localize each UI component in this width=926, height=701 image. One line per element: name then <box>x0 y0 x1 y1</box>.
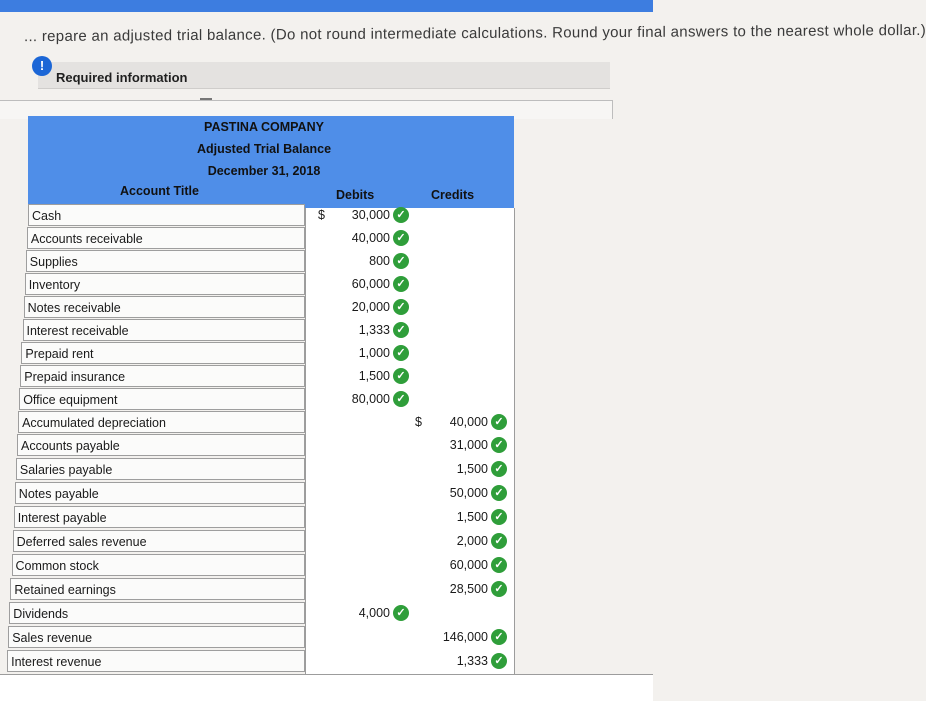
account-cell[interactable]: Cash <box>28 204 305 226</box>
account-cell[interactable]: Interest revenue <box>7 650 305 672</box>
debit-value[interactable]: 800 <box>369 254 390 268</box>
trial-balance-table <box>0 116 514 700</box>
account-cell[interactable]: Prepaid insurance <box>20 365 305 387</box>
bottom-edge <box>0 674 653 701</box>
credit-value[interactable]: 28,500 <box>449 582 488 596</box>
check-icon: ✓ <box>393 230 409 246</box>
account-cell[interactable]: Accounts receivable <box>27 227 305 249</box>
check-icon: ✓ <box>491 414 507 430</box>
currency-symbol: $ <box>318 208 325 222</box>
account-cell[interactable]: Notes payable <box>15 482 305 504</box>
account-cell[interactable]: Interest receivable <box>23 319 306 341</box>
check-icon: ✓ <box>393 276 409 292</box>
debit-value[interactable]: 4,000 <box>358 606 390 620</box>
debit-value[interactable]: 40,000 <box>351 231 390 245</box>
credit-value[interactable]: 40,000 <box>449 415 488 429</box>
statement-title: Adjusted Trial Balance <box>196 142 332 156</box>
table-row <box>0 530 514 553</box>
check-icon: ✓ <box>393 368 409 384</box>
table-row <box>0 458 514 481</box>
check-icon: ✓ <box>491 533 507 549</box>
check-icon: ✓ <box>491 509 507 525</box>
table-row <box>0 506 514 529</box>
account-cell[interactable]: Prepaid rent <box>21 342 305 364</box>
table-row <box>0 204 514 227</box>
credit-value[interactable]: 50,000 <box>449 486 488 500</box>
check-icon: ✓ <box>393 299 409 315</box>
account-cell[interactable]: Dividends <box>9 602 305 624</box>
account-cell[interactable]: Accumulated depreciation <box>18 411 305 433</box>
table-row <box>0 578 514 601</box>
currency-symbol: $ <box>415 415 422 429</box>
account-cell[interactable]: Sales revenue <box>8 626 305 648</box>
account-cell[interactable]: Office equipment <box>19 388 305 410</box>
table-row <box>0 650 514 673</box>
account-cell[interactable]: Accounts payable <box>17 434 305 456</box>
debit-value[interactable]: 1,000 <box>358 346 390 360</box>
check-icon: ✓ <box>393 207 409 223</box>
debit-value[interactable]: 60,000 <box>351 277 390 291</box>
debit-value[interactable]: 1,500 <box>358 369 390 383</box>
table-row <box>0 227 514 250</box>
table-row <box>0 342 514 365</box>
check-icon: ✓ <box>393 322 409 338</box>
table-row <box>0 365 514 388</box>
check-icon: ✓ <box>491 629 507 645</box>
company-name: PASTINA COMPANY <box>204 120 324 134</box>
account-cell[interactable]: Interest payable <box>14 506 305 528</box>
table-row <box>0 602 514 625</box>
debits-header: Debits <box>336 188 375 202</box>
table-row <box>0 626 514 649</box>
check-icon: ✓ <box>393 605 409 621</box>
check-icon: ✓ <box>393 253 409 269</box>
account-cell[interactable]: Retained earnings <box>10 578 305 600</box>
table-row <box>0 250 514 273</box>
statement-date: December 31, 2018 <box>207 164 321 178</box>
table-row <box>0 296 514 319</box>
table-row <box>0 319 514 342</box>
account-cell[interactable]: Notes receivable <box>24 296 305 318</box>
check-icon: ✓ <box>491 653 507 669</box>
check-icon: ✓ <box>393 391 409 407</box>
account-cell[interactable]: Common stock <box>12 554 306 576</box>
credit-value[interactable]: 31,000 <box>449 438 488 452</box>
account-cell[interactable]: Salaries payable <box>16 458 305 480</box>
account-cell[interactable]: Supplies <box>26 250 305 272</box>
alert-icon: ! <box>32 56 52 76</box>
credit-value[interactable]: 146,000 <box>442 630 488 644</box>
divider-mark <box>200 98 212 100</box>
top-accent-bar <box>0 0 653 12</box>
check-icon: ✓ <box>491 581 507 597</box>
table-row <box>0 434 514 457</box>
credits-header: Credits <box>431 188 475 202</box>
credit-value[interactable]: 1,500 <box>456 510 488 524</box>
debit-value[interactable]: 1,333 <box>358 323 390 337</box>
check-icon: ✓ <box>393 345 409 361</box>
table-row <box>0 554 514 577</box>
credit-value[interactable]: 1,500 <box>456 462 488 476</box>
debit-value[interactable]: 20,000 <box>351 300 390 314</box>
table-row <box>0 411 514 434</box>
credit-value[interactable]: 1,333 <box>456 654 488 668</box>
required-info-label[interactable]: Required information <box>56 70 188 85</box>
debit-value[interactable]: 80,000 <box>351 392 390 406</box>
table-row <box>0 482 514 505</box>
credit-value[interactable]: 60,000 <box>449 558 488 572</box>
check-icon: ✓ <box>491 485 507 501</box>
check-icon: ✓ <box>491 557 507 573</box>
table-row <box>0 273 514 296</box>
check-icon: ✓ <box>491 461 507 477</box>
credit-value[interactable]: 2,000 <box>456 534 488 548</box>
debit-value[interactable]: 30,000 <box>351 208 390 222</box>
check-icon: ✓ <box>491 437 507 453</box>
account-cell[interactable]: Inventory <box>25 273 305 295</box>
table-row <box>0 388 514 411</box>
account-cell[interactable]: Deferred sales revenue <box>13 530 305 552</box>
instructions-fragment: ... repare an adjusted trial balance. (Do not round intermediate calculations. Round your final answers to the nearest whole dollar.) <box>24 21 926 46</box>
account-title-header: Account Title <box>120 184 199 198</box>
